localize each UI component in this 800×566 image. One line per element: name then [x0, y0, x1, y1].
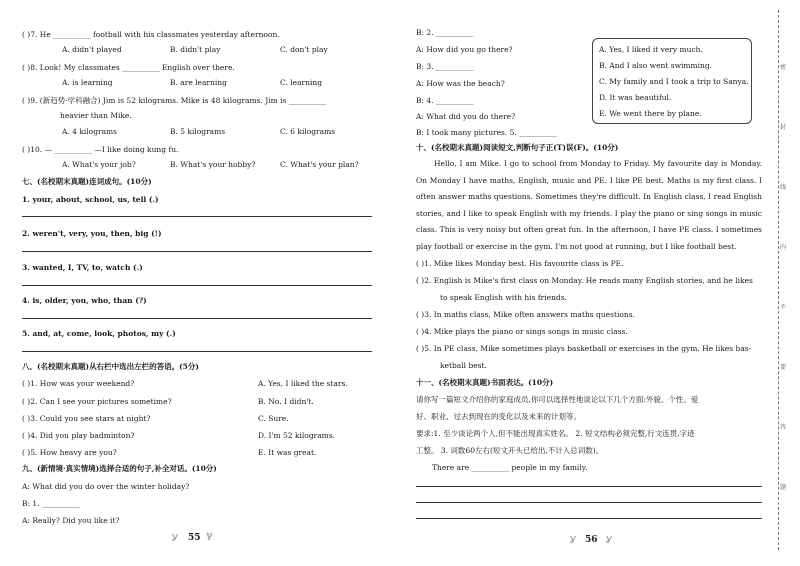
sec7-item-3: 3. wanted, I, TV, to, watch (.)	[22, 263, 143, 272]
margin-char: 线	[780, 184, 787, 191]
dialogue-line-5: B: 4. __________	[416, 96, 474, 105]
sprig-icon: Ỿ	[172, 533, 179, 544]
margin-char: 密	[780, 64, 787, 71]
sec8-answer-c: C. Sure.	[258, 414, 289, 423]
sec10-item-3: ( )3. In maths class, Mike often answers maths questions.	[416, 310, 635, 319]
sec7-item-2: 2. weren't, very, you, then, big (!)	[22, 229, 162, 238]
sec8-answer-d: D. I'm 52 kilograms.	[258, 431, 336, 440]
sec8-question-1: ( )1. How was your weekend?	[22, 379, 135, 388]
sec7-item-5: 5. and, at, come, look, photos, my (.)	[22, 329, 176, 338]
section-11-title: 十一、(名校期末真题)书面表达。(10分)	[416, 378, 554, 387]
q7-option-b: B. didn't play	[170, 45, 221, 54]
section-8-title: 八、(名校期末真题)从右栏中选出左栏的答语。(5分)	[22, 362, 199, 371]
margin-char: 封	[780, 124, 787, 131]
sec8-question-3: ( )3. Could you see stars at night?	[22, 414, 151, 423]
sprig-icon: Ỿ	[606, 535, 613, 546]
q10-option-c: C. What's your plan?	[280, 160, 359, 169]
q8-option-c: C. learning	[280, 78, 322, 87]
q7-option-a: A. didn't played	[62, 45, 122, 54]
dialogue-line-6: A: What did you do there?	[416, 112, 516, 121]
sec7-item-4: 4. is, older, you, who, than (?)	[22, 296, 147, 305]
q8-option-a: A. is learning	[62, 78, 113, 87]
sprig-icon: Ỿ	[570, 535, 577, 546]
q9-stem-cont: heavier than Mike.	[60, 111, 132, 120]
sec9-line-3: A: Really? Did you like it?	[22, 516, 120, 525]
writing-prompt-1: 请你写一篇短文介绍你的家庭成员,你可以选择性地谈论以下几个方面:外貌、个性、爱	[416, 395, 699, 404]
writing-line[interactable]	[416, 486, 762, 487]
section-10-title: 十、(名校期末真题)阅读短文,判断句子正(T)误(F)。(10分)	[416, 143, 619, 152]
reading-passage: Hello, I am Mike. I go to school from Monday to Friday. My favourite day is Monday. On Monday I have maths, English, music and PE. I like PE best. Maths is my first class. I often answer maths questions. Sometimes they're difficult. In English class, I read English stories, and I like to speak English with my friends. I play the piano or sing songs in music class. This is very noisy but often great fun. In the afternoon, I have PE class. I sometimes play football or exercise in the gym. I'm not good at running, but I like football best.	[416, 159, 762, 251]
margin-char: 要	[780, 364, 787, 371]
sec10-item-5-cont: ketball best.	[440, 361, 487, 370]
sec7-item-1: 1. your, about, school, us, tell (.)	[22, 195, 159, 204]
page-number: 55	[188, 533, 201, 543]
dialogue-line-2: A: How did you go there?	[416, 45, 513, 54]
q9-option-a: A. 4 kilograms	[62, 127, 118, 136]
sec9-line-2: B: 1. __________	[22, 499, 80, 508]
q7-stem: ( )7. He __________ football with his classmates yesterday afternoon.	[22, 30, 280, 39]
q10-option-b: B. What's your hobby?	[170, 160, 256, 169]
dialogue-line-7: B: I took many pictures. 5. __________	[416, 128, 557, 137]
writing-line[interactable]	[416, 502, 762, 503]
sec9-line-1: A: What did you do over the winter holiday?	[22, 482, 190, 491]
sec10-item-4: ( )4. Mike plays the piano or sings songs in music class.	[416, 327, 628, 336]
section-7-title: 七、(名校期末真题)连词成句。(10分)	[22, 177, 152, 186]
sec8-answer-b: B. No, I didn't.	[258, 397, 314, 406]
writing-start: There are __________ people in my family.	[432, 463, 588, 472]
option-b: B. And I also went swimming.	[599, 61, 713, 70]
sec10-item-2-cont: to speak English with his friends.	[440, 293, 567, 302]
writing-req-2: 工整。 3. 词数60左右(短文开头已给出,不计入总词数)。	[416, 446, 604, 455]
writing-prompt-2: 好、职业、过去到现在的变化以及未来的计划等。	[416, 412, 581, 421]
q10-stem: ( )10. — __________ —I like doing kung fu.	[22, 145, 179, 154]
margin-char: 答	[780, 424, 787, 431]
q9-stem: ( )9. (新趋势·学科融合) Jim is 52 kilograms. Mike is 48 kilograms. Jim is __________	[22, 96, 327, 105]
sec8-answer-e: E. It was great.	[258, 448, 317, 457]
q9-option-b: B. 5 kilograms	[170, 127, 226, 136]
margin-char: 内	[780, 244, 787, 251]
option-c: C. My family and I took a trip to Sanya.	[599, 77, 749, 86]
page-number: 56	[585, 535, 598, 545]
margin-char: 不	[780, 304, 787, 311]
options-box	[592, 38, 752, 124]
option-a: A. Yes, I liked it very much.	[599, 45, 703, 54]
dialogue-line-3: B: 3. __________	[416, 62, 474, 71]
margin-char: 题	[780, 484, 787, 491]
q9-option-c: C. 6 kilograms	[280, 127, 336, 136]
option-d: D. It was beautiful.	[599, 93, 672, 102]
sec10-item-5: ( )5. In PE class, Mike sometimes plays basketball or exercises in the gym. He likes bas-	[416, 344, 752, 353]
sprig-icon: ℽ	[206, 530, 213, 541]
sec8-question-5: ( )5. How heavy are you?	[22, 448, 117, 457]
sec8-answer-a: A. Yes, I liked the stars.	[258, 379, 348, 388]
sec10-item-1: ( )1. Mike likes Monday best. His favourite class is PE.	[416, 259, 624, 268]
dialogue-line-4: A: How was the beach?	[416, 79, 505, 88]
q7-option-c: C. don't play	[280, 45, 328, 54]
writing-line[interactable]	[416, 518, 762, 519]
sec8-question-4: ( )4. Did you play badminton?	[22, 431, 135, 440]
sec10-item-2: ( )2. English is Mike's first class on Monday. He reads many English stories, and he likes	[416, 276, 753, 285]
q8-stem: ( )8. Look! My classmates __________ English over there.	[22, 63, 235, 72]
dialogue-line-1: B: 2. __________	[416, 28, 474, 37]
q10-option-a: A. What's your job?	[62, 160, 136, 169]
option-e: E. We went there by plane.	[599, 109, 702, 118]
cut-line	[778, 10, 779, 550]
section-9-title: 九、(新情境·真实情境)选择合适的句子,补全对话。(10分)	[22, 464, 217, 473]
writing-req-1: 要求:1. 至少谈论两个人,但不能出现真实姓名。 2. 短文结构必须完整,行文连贯,字迹	[416, 429, 695, 438]
q8-option-b: B. are learning	[170, 78, 227, 87]
sec8-question-2: ( )2. Can I see your pictures sometime?	[22, 397, 172, 406]
